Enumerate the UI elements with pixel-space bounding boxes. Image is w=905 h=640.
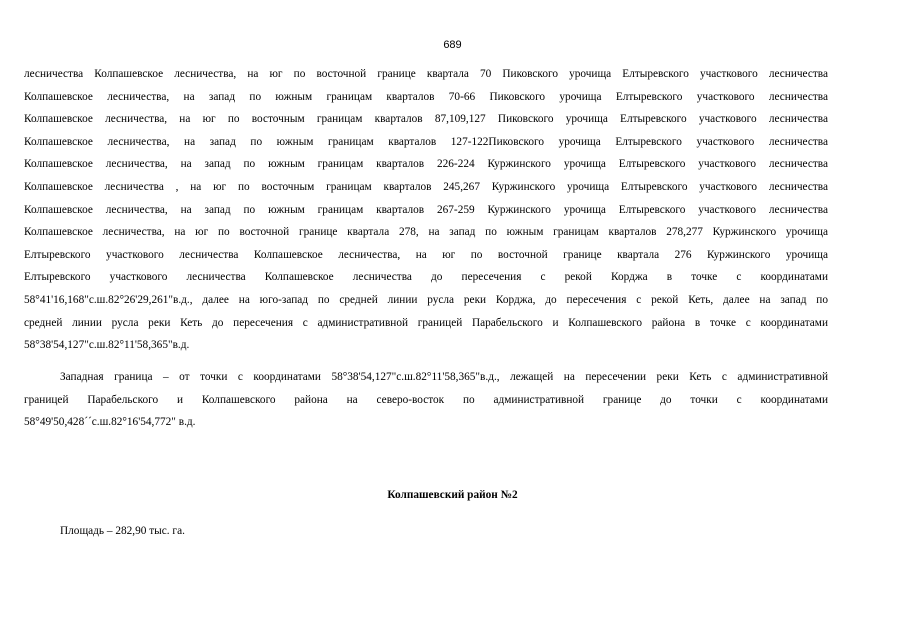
paragraph-line: границей Парабельского и Колпашевского района на северо-восток по административной границе до точки с координатами [24,393,828,406]
paragraph-line: Колпашевское лесничества, на запад по южным границам кварталов 226-224 Куржинского урочища Елтыревского участкового лесничества [24,158,828,171]
paragraph-line: Колпашевское лесничества, на запад по южным границам кварталов 267-259 Куржинского урочища Елтыревского участкового лесничества [24,203,828,216]
paragraph-line: Елтыревского участкового лесничества Колпашевское лесничества до пересечения с рекой Корджа в точке с координатами [24,271,828,284]
page-number: 689 [443,39,462,51]
paragraph-line: 58°41'16,168"с.ш.82°26'29,261"в.д., далее на юго-запад по средней линии русла реки Корджа, до пересечения с рекой Кеть, далее на запад по [24,293,828,306]
paragraph-line: Западная граница – от точки с координатами 58°38'54,127"с.ш.82°11'58,365"в.д., лежащей на пересечении реки Кеть с административной [60,371,828,383]
paragraph-line: Колпашевское лесничества, на запад по южным границам кварталов 127-122Пиковского урочища Елтыревского участкового лесничества [24,135,828,148]
paragraph-line: 58°38'54,127"с.ш.82°11'58,365"в.д. [24,339,190,352]
section-heading: Колпашевский район №2 [387,489,518,501]
paragraph-line: лесничества Колпашевское лесничества, на юг по восточной границе квартала 70 Пиковского урочища Елтыревского участкового лесничества [24,68,828,80]
paragraph-line: Елтыревского участкового лесничества Колпашевское лесничества, на юг по восточной границе квартала 276 Куржинского урочища [24,248,828,261]
paragraph-line: средней линии русла реки Кеть до пересечения с административной границей Парабельского и Колпашевского района в точке с координатами [24,316,828,329]
boundary-description-paragraph [24,63,828,357]
western-boundary-paragraph [24,366,828,434]
paragraph-line: Колпашевское лесничества, на юг по восточной границе квартала 278, на запад по южным границам кварталов 278,277 Куржинского урочища [24,226,828,239]
area-text: Площадь – 282,90 тыс. га. [60,525,185,537]
paragraph-line: 58°49'50,428´´с.ш.82°16'54,772" в.д. [24,416,196,429]
paragraph-line: Колпашевское лесничества, на юг по восточным границам кварталов 87,109,127 Пиковского урочища Елтыревского участкового лесничества [24,113,828,126]
paragraph-line: Колпашевское лесничества , на юг по восточным границам кварталов 245,267 Куржинского урочища Елтыревского участкового лесничества [24,180,828,193]
paragraph-line: Колпашевское лесничества, на запад по южным границам кварталов 70-66 Пиковского урочища Елтыревского участкового лесничества [24,90,828,103]
